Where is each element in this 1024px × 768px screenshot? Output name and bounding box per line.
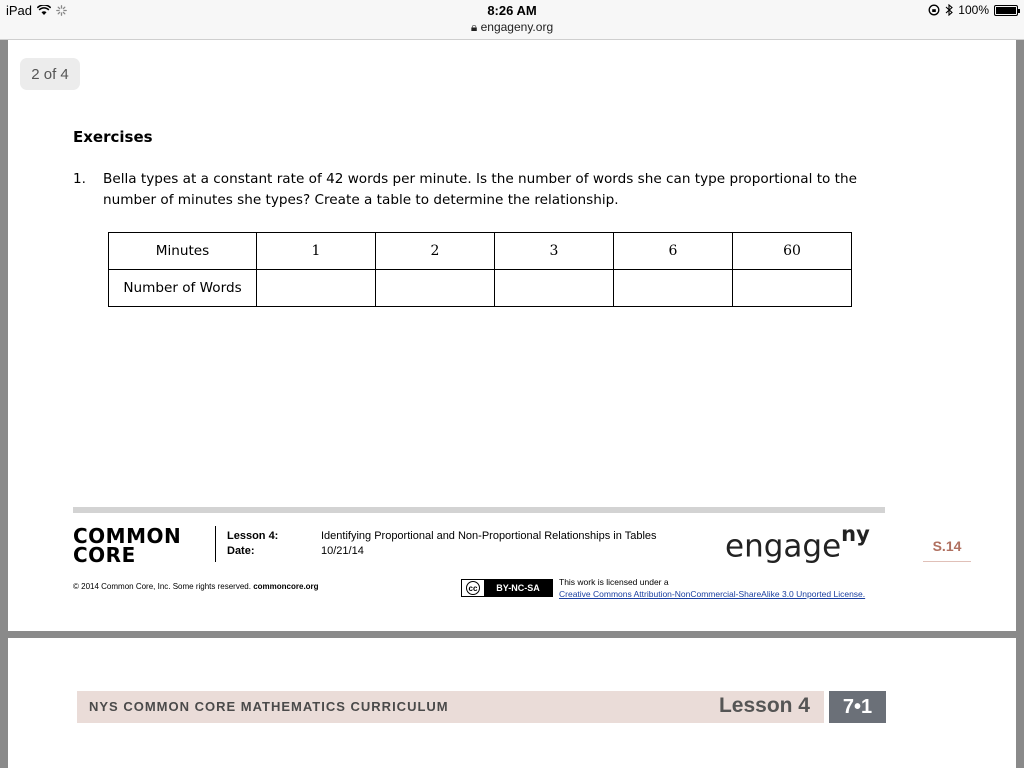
pdf-page-next bbox=[8, 638, 1016, 768]
lesson-values bbox=[321, 529, 657, 559]
section-title: Exercises bbox=[73, 128, 153, 146]
license-text bbox=[559, 576, 865, 600]
problem bbox=[73, 169, 873, 211]
lesson-labels bbox=[227, 529, 278, 559]
table-row bbox=[109, 233, 852, 270]
curriculum-header bbox=[77, 691, 824, 723]
cc-icon bbox=[462, 580, 484, 596]
device-label: iPad bbox=[6, 3, 33, 18]
license-link[interactable]: Creative Commons Attribution-NonCommercial-ShareAlike 3.0 Unported License. bbox=[559, 589, 866, 599]
pdf-page bbox=[8, 40, 1016, 631]
logo-line1: COMMON bbox=[73, 524, 182, 548]
bluetooth-icon bbox=[945, 4, 953, 16]
table-cell bbox=[733, 270, 852, 307]
lock-icon: 🔒︎ bbox=[470, 20, 478, 34]
table-cell: 2 bbox=[376, 233, 495, 270]
url-text: engageny.org bbox=[480, 20, 554, 34]
problem-number: 1. bbox=[73, 171, 86, 187]
battery-percent: 100% bbox=[958, 3, 989, 17]
battery-icon bbox=[994, 5, 1018, 16]
clock: 8:26 AM bbox=[487, 3, 537, 18]
cc-license-badge[interactable] bbox=[461, 579, 553, 597]
common-core-logo bbox=[73, 524, 182, 567]
row-header-words: Number of Words bbox=[109, 270, 257, 307]
rotation-lock-icon bbox=[928, 4, 940, 16]
table-row bbox=[109, 270, 852, 307]
table-cell bbox=[257, 270, 376, 307]
status-bar bbox=[0, 0, 1024, 40]
status-right bbox=[928, 3, 1018, 17]
logo-line2: CORE bbox=[73, 543, 136, 567]
copyright bbox=[73, 582, 319, 591]
table-cell bbox=[495, 270, 614, 307]
table-cell: 1 bbox=[257, 233, 376, 270]
battery-level bbox=[996, 7, 1016, 14]
row-header-minutes: Minutes bbox=[109, 233, 257, 270]
table-cell: 60 bbox=[733, 233, 852, 270]
lesson-date: 10/21/14 bbox=[321, 545, 364, 557]
footer-divider bbox=[73, 507, 885, 513]
copyright-link[interactable]: commoncore.org bbox=[253, 582, 319, 591]
engageny-logo bbox=[725, 522, 870, 565]
table-cell: 6 bbox=[614, 233, 733, 270]
page-number: S.14 bbox=[923, 538, 971, 562]
problem-text: Bella types at a constant rate of 42 words per minute. Is the number of words she can type proportional to the number of minutes she types? Create a table to determine the relationship. bbox=[103, 171, 857, 208]
copyright-text: © 2014 Common Core, Inc. Some rights reserved. bbox=[73, 582, 251, 591]
page-indicator: 2 of 4 bbox=[20, 58, 80, 90]
cc-badge-text: BY-NC-SA bbox=[484, 580, 552, 596]
curriculum-title: NYS COMMON CORE MATHEMATICS CURRICULUM bbox=[89, 699, 449, 714]
url-label[interactable] bbox=[0, 20, 1024, 35]
logo-separator bbox=[215, 526, 216, 562]
engage-text: engage bbox=[725, 528, 842, 565]
grade-module-badge: 7•1 bbox=[829, 691, 886, 723]
table-cell: 3 bbox=[495, 233, 614, 270]
lesson-title: Identifying Proportional and Non-Proportional Relationships in Tables bbox=[321, 530, 657, 542]
cc-symbol: cc bbox=[466, 581, 480, 595]
lesson-label: Lesson 4: bbox=[227, 530, 279, 542]
engage-sup: ny bbox=[841, 522, 870, 546]
date-label: Date: bbox=[227, 545, 255, 557]
lesson-heading: Lesson 4 bbox=[718, 694, 810, 717]
license-line1: This work is licensed under a bbox=[559, 577, 669, 587]
words-table bbox=[108, 232, 852, 307]
table-cell bbox=[614, 270, 733, 307]
table-cell bbox=[376, 270, 495, 307]
